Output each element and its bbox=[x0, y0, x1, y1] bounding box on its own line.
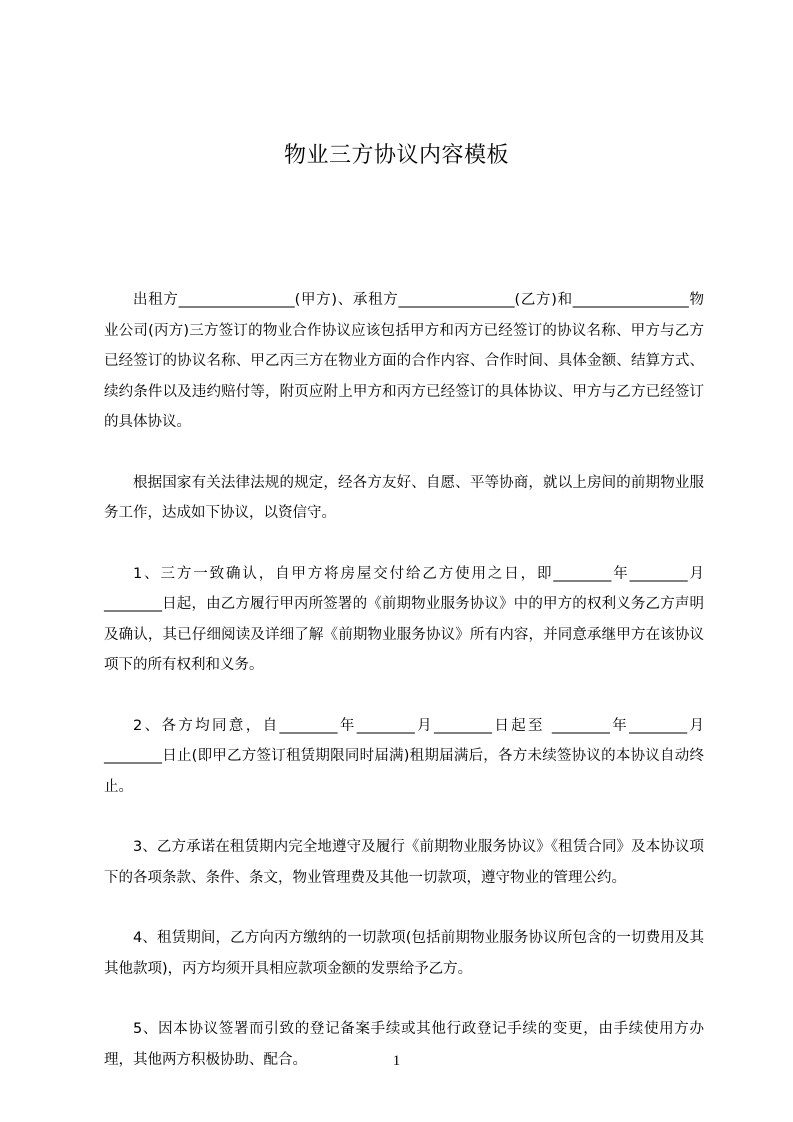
clause-2: 2、各方均同意，自________年________月________日起至 ________年________月 ________日止(即甲乙方签订租赁期限同时届满)租期届满后，各方未续签协议的本协议自动终止。 bbox=[104, 717, 704, 795]
clause-5: 5、因本协议签署而引致的登记备案手续或其他行政登记手续的变更，由手续使用方办理，其他两方积极协助、配合。 bbox=[104, 1021, 704, 1068]
paragraph-preamble: 根据国家有关法律法规的规定，经各方友好、自愿、平等协商，就以上房间的前期物业服务工作，达成如下协议，以资信守。 bbox=[104, 474, 704, 521]
page-number: 1 bbox=[392, 1053, 401, 1069]
document-title: 物业三方协议内容模板 bbox=[283, 143, 509, 168]
clause-4: 4、租赁期间，乙方向丙方缴纳的一切款项(包括前期物业服务协议所包含的一切费用及其其他款项)，丙方均须开具相应款项金额的发票给予乙方。 bbox=[104, 930, 704, 977]
clause-1: 1、三方一致确认，自甲方将房屋交付给乙方使用之日，即________年________月________日起，由乙方履行甲丙所签署的《前期物业服务协议》中的甲方的权利义务乙方声明及确认，其已仔细阅读及详细了解《前期物业服务协议》所有内容，并同意承继甲方在该协议项下的所有权利和义务。 bbox=[104, 565, 704, 673]
clause-3: 3、乙方承诺在租赁期内完全地遵守及履行《前期物业服务协议》《租赁合同》及本协议项下的各项条款、条件、条文，物业管理费及其他一切款项，遵守物业的管理公约。 bbox=[104, 839, 704, 886]
document-body bbox=[104, 285, 704, 1105]
paragraph-parties: 出租方________________(甲方)、承租方________________(乙方)和________________物业公司(丙方)三方签订的物业合作协议应该包括甲方和丙方已经签订的协议名称、甲方与乙方已经签订的协议名称、甲乙丙三方在物业方面的合作内容、合作时间、具体金额、结算方式、续约条件以及违约赔付等，附页应附上甲方和丙方已经签订的具体协议、甲方与乙方已经签订的具体协议。 bbox=[104, 292, 704, 430]
